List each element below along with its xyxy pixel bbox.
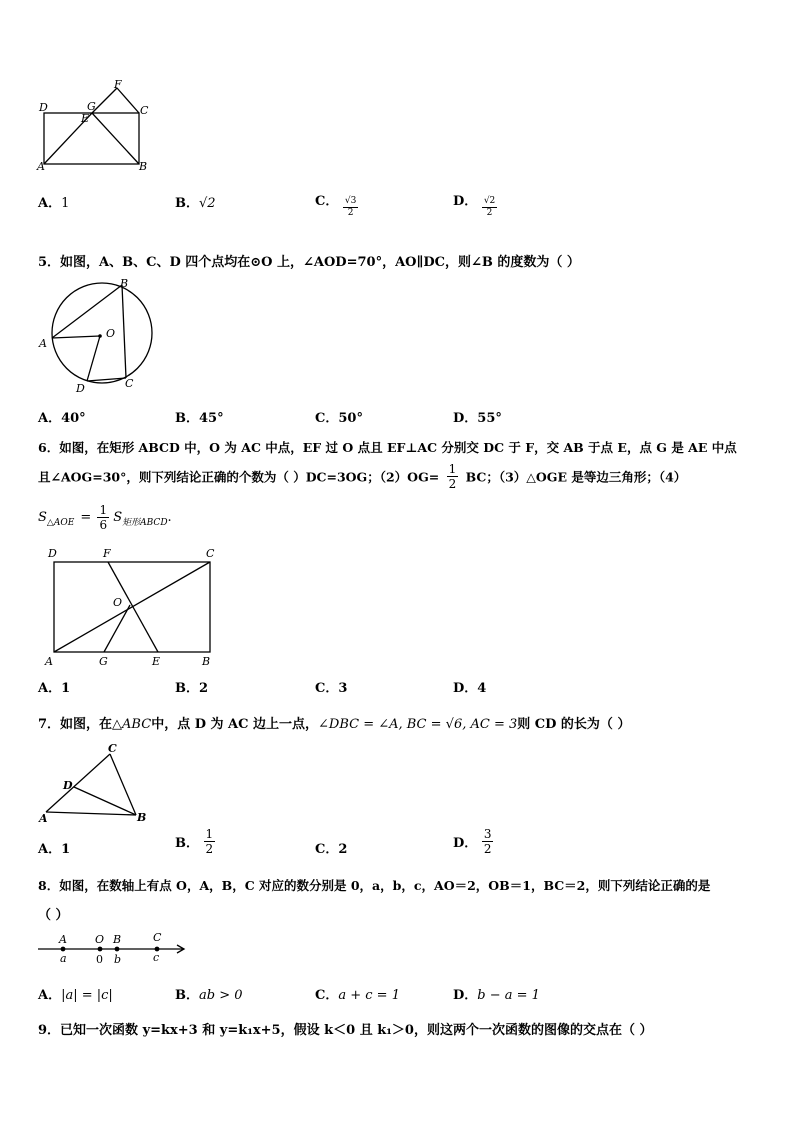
q8-label-B: B <box>113 933 122 946</box>
q6-option-a[interactable]: A．1 <box>38 681 71 696</box>
q7-label-A: A <box>39 812 48 825</box>
q6-label-F: F <box>103 547 111 560</box>
q7-label-B: B <box>137 811 147 824</box>
q9-question-text: 9．已知一次函数 y=kx+3 和 y=k₁x+5，假设 k＜0 且 k₁＞0，则这两个一次函数的图像的交点在（ ） <box>38 1023 653 1038</box>
q4-label-G: G <box>87 100 96 113</box>
q8-option-d[interactable]: D．b − a = 1 <box>453 988 540 1003</box>
q8-question-line1: 8．如图，在数轴上有点 O，A，B，C 对应的数分别是 0，a，b，c，AO＝2，OB＝1，BC＝2，则下列结论正确的是 <box>38 878 711 893</box>
q5-label-C: C <box>125 377 134 390</box>
q8-label-C: C <box>153 931 162 944</box>
q7-option-d[interactable]: D． $\frac{3}{2}$ <box>453 827 492 856</box>
q6-question-line1: 6．如图，在矩形 ABCD 中，O 为 AC 中点，EF 过 O 点且 EF⊥AC 分别交 DC 于 F，交 AB 于点 E，点 G 是 AE 中点 <box>38 440 737 455</box>
q6-rectangle-figure <box>40 543 225 673</box>
q6-label-B: B <box>202 655 211 668</box>
q8-label-zero: 0 <box>96 953 103 966</box>
q5-option-b[interactable]: B．45° <box>175 411 224 426</box>
q8-label-a: a <box>60 952 67 965</box>
q4-label-D: D <box>39 101 48 114</box>
q5-option-a[interactable]: A．40° <box>38 411 86 426</box>
q7-label-D: D <box>63 779 73 792</box>
q5-label-D: D <box>76 382 85 395</box>
q8-option-c[interactable]: C．a + c = 1 <box>315 988 400 1003</box>
q5-circle-figure <box>30 270 160 400</box>
q8-label-A: A <box>59 933 67 946</box>
q7-question-text: 7．如图，在△ABC中，点 D 为 AC 边上一点，∠DBC = ∠A, BC = √6, AC = 3则 CD 的长为（ ） <box>38 717 631 732</box>
q4-option-c[interactable]: C． $\frac{√3}{2}$ <box>315 194 357 218</box>
q5-label-A: A <box>39 337 47 350</box>
q8-label-b: b <box>114 953 122 966</box>
q4-label-A: A <box>37 160 45 173</box>
q4-label-F: F <box>114 78 122 91</box>
q4-figure <box>30 78 160 178</box>
q7-label-C: C <box>108 742 117 755</box>
q6-option-d[interactable]: D．4 <box>453 681 487 696</box>
q5-question-text: 5．如图，A、B、C、D 四个点均在⊙O 上，∠AOD=70°，AO∥DC，则∠B 的度数为（ ） <box>38 255 580 270</box>
q4-label-E: E <box>81 112 90 125</box>
q6-option-c[interactable]: C．3 <box>315 681 348 696</box>
q6-label-E: E <box>152 655 161 668</box>
q6-option-b[interactable]: B．2 <box>175 681 209 696</box>
q5-option-d[interactable]: D．55° <box>453 411 502 426</box>
q8-option-a[interactable]: A．|a| = |c| <box>38 988 113 1003</box>
q6-question-line2: 且∠AOG=30°，则下列结论正确的个数为（ ）DC=3OG；（2）OG= $\frac{1}{2}$ BC；（3）△OGE 是等边三角形；（4） <box>38 462 687 491</box>
q6-label-O: O <box>113 596 123 609</box>
q4-option-d[interactable]: D． $\frac{√2}{2}$ <box>453 194 496 218</box>
q7-option-b[interactable]: B． $\frac{1}{2}$ <box>175 827 214 856</box>
q4-option-b[interactable]: B．√2 <box>175 196 216 211</box>
q4-label-C: C <box>140 104 149 117</box>
q7-triangle-figure <box>32 740 162 830</box>
q4-label-B: B <box>139 160 148 173</box>
q6-label-D: D <box>48 547 57 560</box>
q4-option-a[interactable]: A．1 <box>38 196 70 211</box>
q5-label-O: O <box>106 327 116 340</box>
q6-question-line3: $S_{\triangle AOE}$ = $\frac{1}{6}$ $S_{矩形ABCD}$. <box>38 503 172 532</box>
q8-label-c: c <box>153 951 160 964</box>
q6-label-A: A <box>45 655 53 668</box>
q8-option-b[interactable]: B．ab > 0 <box>175 988 243 1003</box>
q5-option-c[interactable]: C．50° <box>315 411 363 426</box>
q8-number-line-figure <box>34 930 194 968</box>
q7-option-c[interactable]: C．2 <box>315 842 348 857</box>
q6-label-C: C <box>206 547 215 560</box>
q5-label-B: B <box>120 277 129 290</box>
q8-question-line2: （ ） <box>38 908 69 923</box>
q8-label-O: O <box>95 933 105 946</box>
q6-label-G: G <box>99 655 108 668</box>
q7-option-a[interactable]: A．1 <box>38 842 71 857</box>
